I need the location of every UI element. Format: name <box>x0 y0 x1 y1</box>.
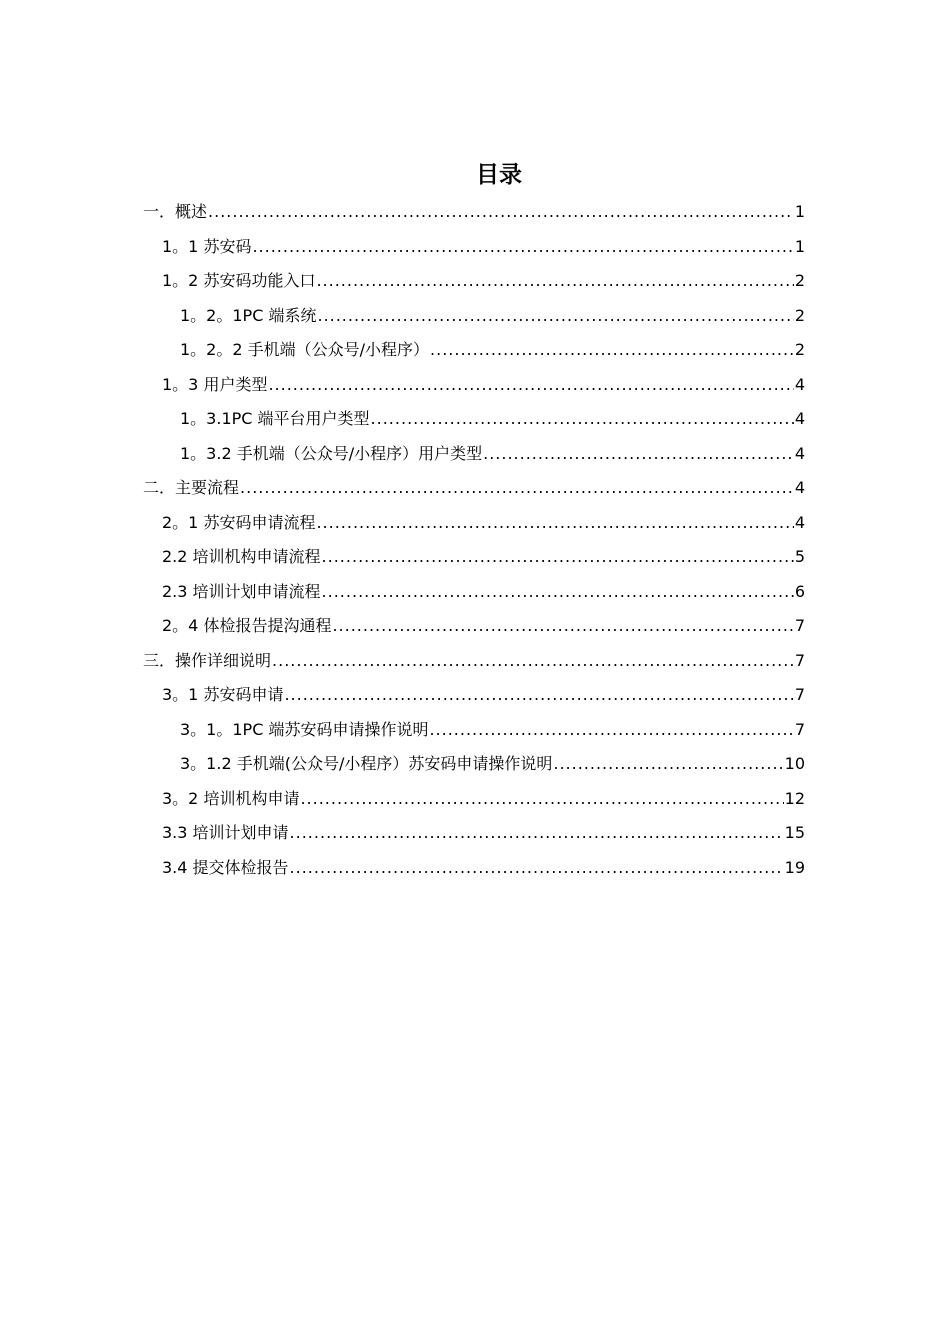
toc-list <box>143 195 805 885</box>
toc-dot-leader <box>300 782 783 817</box>
toc-entry[interactable] <box>143 678 805 713</box>
toc-entry[interactable] <box>143 816 805 851</box>
toc-entry[interactable] <box>143 575 805 610</box>
toc-entry-label: 2.3 培训计划申请流程 <box>162 581 321 601</box>
toc-dot-leader <box>284 678 793 713</box>
toc-entry-label: 三．操作详细说明 <box>143 650 272 670</box>
toc-entry-label: 2。4 体检报告提沟通程 <box>162 616 332 635</box>
toc-entry-label: 1。2。1PC 端系统 <box>180 305 317 325</box>
toc-entry[interactable] <box>143 540 805 575</box>
toc-page-number: 4 <box>794 512 805 532</box>
toc-page-number: 12 <box>784 788 805 808</box>
toc-entry[interactable] <box>143 644 805 679</box>
toc-page-number: 4 <box>794 374 805 394</box>
toc-entry[interactable] <box>143 437 805 472</box>
toc-dot-leader <box>240 471 794 506</box>
toc-dot-leader <box>316 506 793 541</box>
toc-entry-label: 1。2。2 手机端（公众号/小程序） <box>180 340 430 359</box>
toc-page-number: 7 <box>794 616 805 635</box>
toc-dot-leader <box>290 816 784 851</box>
toc-entry-label: 3。1 苏安码申请 <box>162 685 284 704</box>
toc-entry-label: 3。2 培训机构申请 <box>162 788 300 808</box>
toc-entry-label: 1。2 苏安码功能入口 <box>162 271 316 290</box>
toc-page-number: 6 <box>794 581 805 601</box>
toc-dot-leader <box>371 402 794 437</box>
toc-entry[interactable] <box>143 851 805 886</box>
toc-page-number: 2 <box>794 305 805 325</box>
toc-entry[interactable] <box>143 264 805 299</box>
toc-page-number: 1 <box>794 236 805 256</box>
toc-entry[interactable] <box>143 609 805 644</box>
toc-page-number: 5 <box>794 547 805 566</box>
toc-entry-label: 3。1.2 手机端(公众号/小程序）苏安码申请操作说明 <box>180 754 553 773</box>
toc-entry-label: 二．主要流程 <box>143 478 240 497</box>
toc-page-number: 2 <box>794 340 805 359</box>
toc-dot-leader <box>272 644 794 679</box>
toc-entry-label: 2.2 培训机构申请流程 <box>162 547 321 566</box>
toc-entry[interactable] <box>143 782 805 817</box>
toc-dot-leader <box>322 575 794 610</box>
toc-dot-leader <box>322 540 794 575</box>
toc-dot-leader <box>316 264 793 299</box>
toc-entry-label: 1。1 苏安码 <box>162 236 252 256</box>
toc-dot-leader <box>332 609 793 644</box>
toc-entry-label: 1。3.2 手机端（公众号/小程序）用户类型 <box>180 443 483 463</box>
toc-entry-label: 1。3.1PC 端平台用户类型 <box>180 409 370 428</box>
toc-page-number: 7 <box>794 719 805 739</box>
toc-entry[interactable] <box>143 230 805 265</box>
toc-entry[interactable] <box>143 747 805 782</box>
toc-page-number: 4 <box>794 478 805 497</box>
toc-page-number: 4 <box>794 409 805 428</box>
toc-page-number: 1 <box>794 202 805 221</box>
toc-entry-label: 3。1。1PC 端苏安码申请操作说明 <box>180 719 429 739</box>
toc-dot-leader <box>317 299 793 334</box>
toc-dot-leader <box>290 851 784 886</box>
toc-page-number: 10 <box>784 754 805 773</box>
toc-page-number: 4 <box>794 443 805 463</box>
toc-dot-leader <box>483 437 794 472</box>
toc-entry-label: 1。3 用户类型 <box>162 374 268 394</box>
toc-dot-leader <box>252 230 793 265</box>
toc-entry[interactable] <box>143 195 805 230</box>
toc-page-number: 7 <box>794 650 805 670</box>
toc-page-number: 7 <box>794 685 805 704</box>
toc-dot-leader <box>268 368 793 403</box>
toc-dot-leader <box>208 195 794 230</box>
toc-dot-leader <box>430 333 794 368</box>
toc-entry-label: 2。1 苏安码申请流程 <box>162 512 316 532</box>
toc-entry[interactable] <box>143 471 805 506</box>
toc-entry[interactable] <box>143 299 805 334</box>
toc-page-number: 15 <box>784 823 805 842</box>
toc-page-number: 19 <box>784 857 805 877</box>
toc-entry-label: 一．概述 <box>143 202 208 221</box>
toc-dot-leader <box>553 747 783 782</box>
toc-entry-label: 3.3 培训计划申请 <box>162 823 289 842</box>
toc-entry[interactable] <box>143 368 805 403</box>
toc-entry-label: 3.4 提交体检报告 <box>162 857 289 877</box>
toc-entry[interactable] <box>143 506 805 541</box>
toc-dot-leader <box>429 713 793 748</box>
toc-page-number: 2 <box>794 271 805 290</box>
toc-entry[interactable] <box>143 713 805 748</box>
toc-title: 目录 <box>476 162 522 188</box>
toc-entry[interactable] <box>143 402 805 437</box>
toc-entry[interactable] <box>143 333 805 368</box>
